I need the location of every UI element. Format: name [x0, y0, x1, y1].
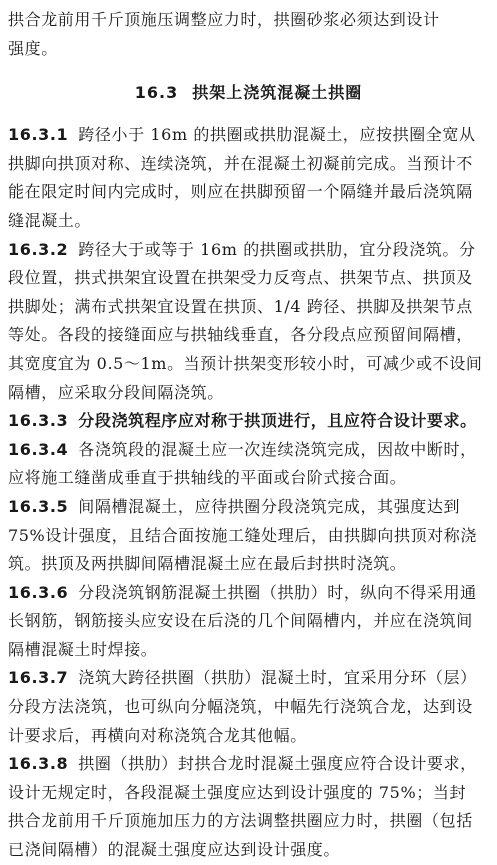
clause-first-line: [8, 121, 489, 150]
clause-first-line: [8, 493, 489, 522]
clause-number: 16.3.4: [8, 439, 69, 459]
text-line: 设计无规定时，各段混凝土强度应达到设计强度的 75%；当封: [8, 782, 467, 802]
clause-16-3-6: [8, 579, 489, 665]
clause-16-3-1: [8, 121, 489, 235]
text-line: 缝混凝土。: [8, 210, 92, 230]
clause-number: 16.3.5: [8, 496, 69, 516]
clause-16-3-2: [8, 236, 489, 408]
clause-number: 16.3.3: [8, 411, 69, 431]
clause-text: 浇筑大跨径拱圈（拱肋）混凝土时，宜采用分环（层）: [78, 668, 477, 688]
text-line: 计要求后，再横向对称浇筑合龙其他幅。: [8, 725, 307, 745]
text-line: 隔槽混凝土时焊接。: [8, 639, 158, 659]
text-line: 筑。拱顶及两拱脚间隔槽混凝土应在最后封拱时浇筑。: [8, 554, 407, 574]
clause-number: 16.3.1: [8, 125, 69, 145]
text-line: 应将施工缝凿成垂直于拱轴线的平面或台阶式接合面。: [8, 468, 407, 488]
text-line: 能在限定时间内完成时，则应在拱脚预留一个隔缝并最后浇筑隔: [8, 182, 473, 202]
clause-text: 拱圈（拱肋）封拱合龙时混凝土强度应符合设计要求，: [78, 754, 477, 774]
clause-text: 分段浇筑钢筋混凝土拱圈（拱肋）时，纵向不得采用通: [78, 582, 477, 602]
clause-first-line: [8, 436, 489, 465]
clause-first-line: [8, 407, 489, 436]
clause-first-line: [8, 750, 489, 779]
clause-number: 16.3.2: [8, 239, 69, 259]
clause-text: 分段浇筑程序应对称于拱顶进行，且应符合设计要求。: [78, 411, 477, 431]
clause-first-line: [8, 236, 489, 265]
text-line: 分段方法浇筑，也可纵向分幅浇筑，中幅先行浇筑合龙，达到设: [8, 697, 473, 717]
clause-text: 跨径大于或等于 16m 的拱圈或拱肋，宜分段浇筑。分: [78, 239, 476, 259]
text-line: 拱脚处；满布式拱架宜设置在拱顶、1/4 跨径、拱脚及拱架节点: [8, 296, 473, 316]
text-line: 拱合龙前用千斤顶施加压力的方法调整拱圈应力时，拱圈（包括: [8, 811, 473, 831]
text-line: 强度。: [8, 38, 58, 58]
clause-text: 各浇筑段的混凝土应一次连续浇筑完成，因故中断时，: [78, 439, 477, 459]
clause-first-line: [8, 664, 489, 693]
clause-number: 16.3.7: [8, 668, 69, 688]
section-heading: [8, 79, 489, 107]
clause-number: 16.3.8: [8, 754, 69, 774]
clause-text: 跨径小于 16m 的拱圈或拱肋混凝土，应按拱圈全宽从: [78, 125, 476, 145]
clause-16-3-5: [8, 493, 489, 579]
section-title: 拱架上浇筑混凝土拱圈: [192, 83, 363, 103]
clause-16-3-4: [8, 436, 489, 493]
text-line: 其宽度宜为 0.5～1m。当预计拱架变形较小时，可减少或不设间: [8, 353, 483, 373]
clause-16-3-7: [8, 664, 489, 750]
text-line: 已浇间隔槽）的混凝土强度应达到设计强度。: [8, 840, 341, 860]
section-number: 16.3: [134, 83, 179, 103]
clause-text: 间隔槽混凝土，应待拱圈分段浇筑完成，其强度达到: [78, 496, 461, 516]
text-line: 隔槽，应采取分段间隔浇筑。: [8, 382, 224, 402]
text-line: 段位置，拱式拱架宜设置在拱架受力反弯点、拱架节点、拱顶及: [8, 268, 473, 288]
intro-paragraph: [8, 6, 489, 63]
clause-16-3-3: [8, 407, 489, 436]
text-line: 长钢筋，钢筋接头应安设在后浇的几个间隔槽内，并应在浇筑间: [8, 611, 473, 631]
clause-16-3-8: [8, 750, 489, 864]
text-line: 等处。各段的接缝面应与拱轴线垂直，各分段点应预留间隔槽，: [8, 325, 473, 345]
clause-number: 16.3.6: [8, 582, 69, 602]
text-line: 拱脚向拱顶对称、连续浇筑，并在混凝土初凝前完成。当预计不: [8, 153, 473, 173]
clause-first-line: [8, 579, 489, 608]
text-line: 75%设计强度，且结合面按施工缝处理后，由拱脚向拱顶对称浇: [8, 525, 477, 545]
text-line: 拱合龙前用千斤顶施压调整应力时，拱圈砂浆必须达到设计: [8, 10, 440, 29]
